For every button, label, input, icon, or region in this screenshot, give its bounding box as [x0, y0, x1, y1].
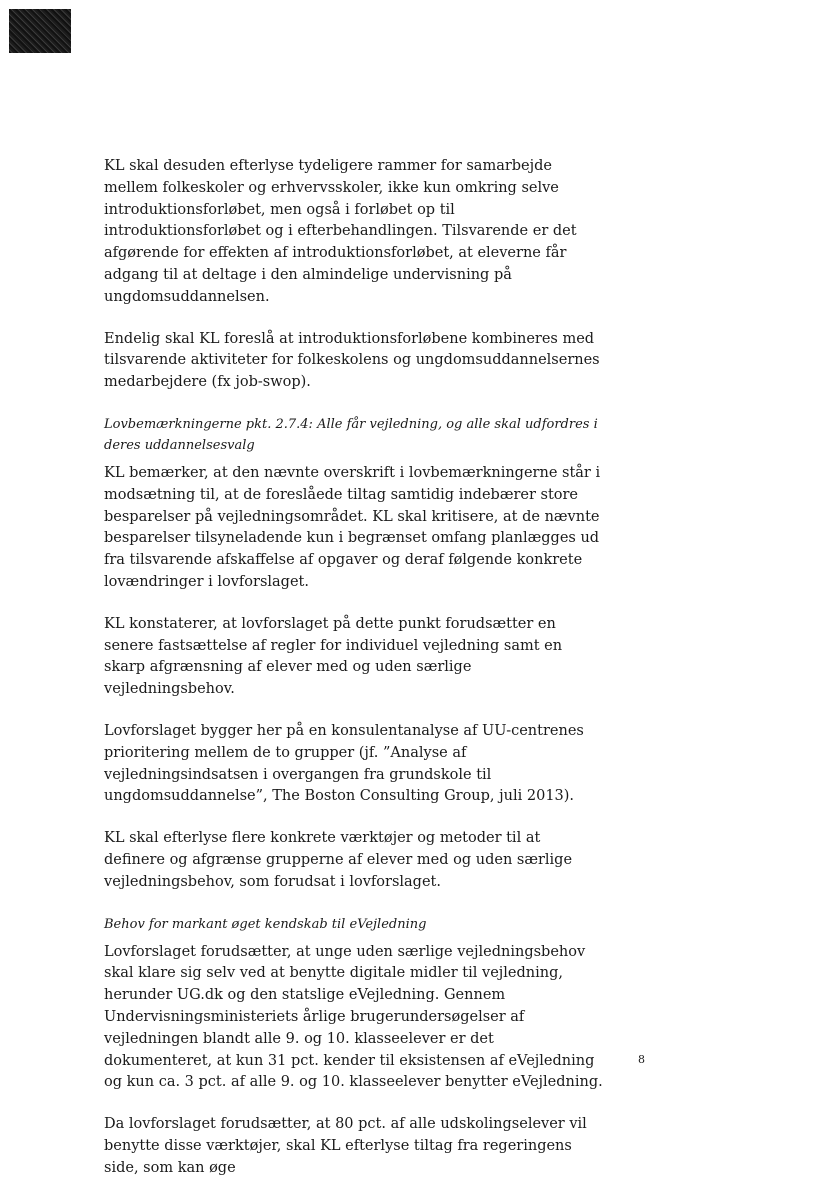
paragraph-konsulentanalyse: Lovforslaget bygger her på en konsulentanalyse af UU-centrenes prioritering mellem de to grupper (jf. ”Analyse af vejledningsindsatsen i overgangen fra grundskole til ungdomsuddannelse”, The Boston Consulting Group, juli 2013).: [104, 722, 584, 805]
document-body: [104, 156, 604, 1179]
paragraph-vaerktoejer: KL skal efterlyse flere konkrete værktøjer og metoder til at definere og afgrænse grupperne af elever med og uden særlige vejledningsbehov, som forudsat i lovforslaget.: [104, 830, 573, 890]
scan-artifact: [9, 9, 71, 53]
paragraph-collaboration: KL skal desuden efterlyse tydeligere rammer for samarbejde mellem folkeskoler og erhvervsskoler, ikke kun omkring selve introduktionsforløbet, men også i forløbet op til introduktionsforløbet og i efterbehandlingen. Tilsvarende er det afgørende for effekten af introduktionsforløbet, at eleverne får adgang til at deltage i den almindelige undervisning på ungdomsuddannelsen.: [104, 158, 577, 305]
paragraph-udskolingselever: Da lovforslaget forudsætter, at 80 pct. af alle udskolingselever vil benytte disse værktøjer, skal KL efterlyse tiltag fra regeringens side, som kan øge: [104, 1116, 587, 1176]
paragraph-job-swop: Endelig skal KL foreslå at introduktionsforløbene kombineres med tilsvarende aktiviteter for folkeskolens og ungdomsuddannelsernes medarbejdere (fx job-swop).: [104, 330, 600, 391]
paragraph-konstaterer: KL konstaterer, at lovforslaget på dette punkt forudsætter en senere fastsættelse af regler for individuel vejledning samt en skarp afgrænsning af elever med og uden særlige vejledningsbehov.: [104, 615, 563, 698]
section-heading-vejledning: Lovbemærkningerne pkt. 2.7.4: Alle får vejledning, og alle skal udfordres i deres uddannelsesvalg: [104, 416, 598, 453]
paragraph-digitale-midler: Lovforslaget forudsætter, at unge uden særlige vejledningsbehov skal klare sig selv ved at benytte digitale midler til vejledning, herunder UG.dk og den statslige eVejledning. Gennem Undervisningsministeriets årlige brugerundersøgelser af vejledningen blandt alle 9. og 10. klasseelever er det dokumenteret, at kun 31 pct. kender til eksistensen af eVejledning og kun ca. 3 pct. af alle 9. og 10. klasseelever benytter eVejledning.: [104, 943, 603, 1091]
paragraph-besparelser: KL bemærker, at den nævnte overskrift i lovbemærkningerne står i modsætning til, at de foreslåede tiltag samtidig indebærer store besparelser på vejledningsområdet. KL skal kritisere, at de nævnte besparelser tilsyneladende kun i begrænset omfang planlægges ud fra tilsvarende afskaffelse af opgaver og deraf følgende konkrete lovændringer i lovforslaget.: [104, 464, 601, 590]
section-heading-evejledning: Behov for markant øget kendskab til eVejledning: [104, 916, 427, 932]
page-number: 8: [638, 1053, 645, 1066]
